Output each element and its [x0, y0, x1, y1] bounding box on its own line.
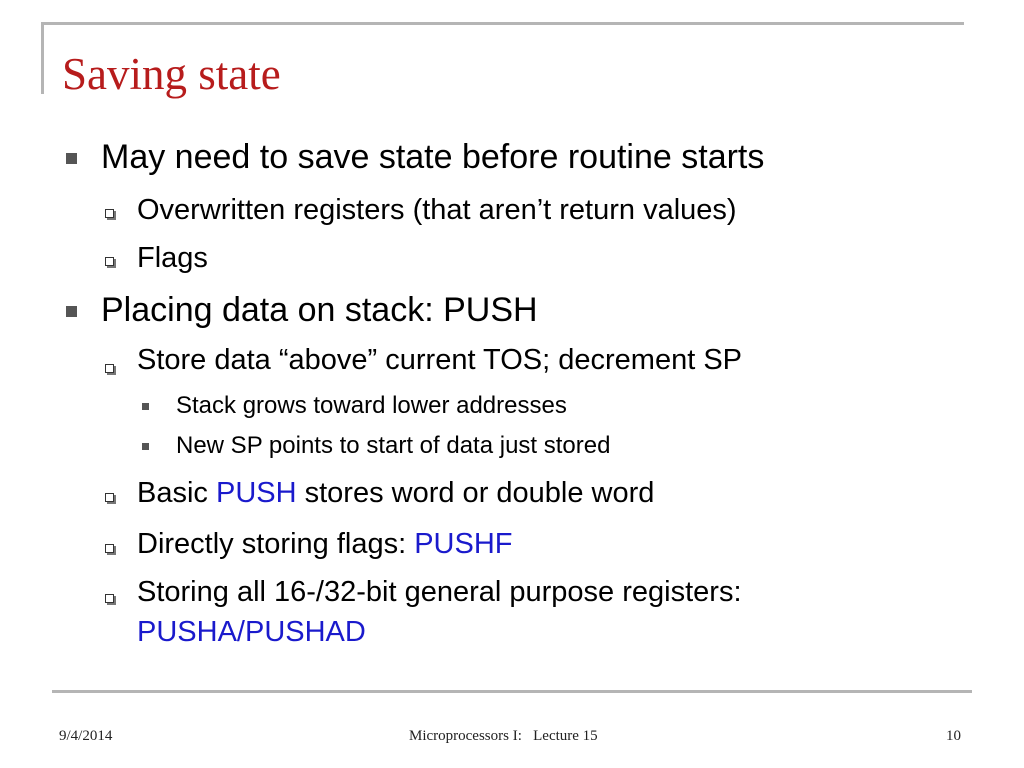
bullet-basic-push — [137, 475, 654, 511]
footer-page-number: 10 — [946, 728, 961, 744]
hollow-square-bullet-icon — [105, 544, 114, 553]
bullet-save-state: May need to save state before routine starts — [101, 138, 765, 176]
bullet-stack-grows: Stack grows toward lower addresses — [176, 392, 567, 419]
pushf-keyword: PUSHF — [414, 528, 513, 560]
bullet-basic-push-pre: Basic — [137, 477, 216, 509]
bullet-storing-all: Storing all 16-/32-bit general purpose registers: — [137, 576, 742, 608]
square-bullet-icon — [66, 306, 77, 317]
bullet-overwritten-registers: Overwritten registers (that aren’t return values) — [137, 194, 737, 226]
footer-divider — [52, 690, 972, 693]
bullet-placing-data: Placing data on stack: PUSH — [101, 291, 538, 329]
push-keyword: PUSH — [215, 477, 297, 509]
hollow-square-bullet-icon — [105, 493, 114, 502]
small-square-bullet-icon — [142, 443, 149, 450]
bullet-pushf-pre: Directly storing flags: — [137, 528, 415, 560]
hollow-square-bullet-icon — [105, 209, 114, 218]
footer-course: Microprocessors I: Lecture 15 — [409, 728, 598, 744]
hollow-square-bullet-icon — [105, 257, 114, 266]
bullet-basic-push-post: stores word or double word — [296, 477, 655, 509]
footer-date: 9/4/2014 — [59, 728, 113, 744]
hollow-square-bullet-icon — [105, 594, 114, 603]
small-square-bullet-icon — [142, 403, 149, 410]
slide-title: Saving state — [62, 49, 281, 99]
pusha-pushad-keyword: PUSHA/PUSHAD — [137, 616, 366, 648]
bullet-store-data: Store data “above” current TOS; decrement SP — [137, 344, 743, 376]
square-bullet-icon — [66, 153, 77, 164]
bullet-new-sp: New SP points to start of data just stored — [176, 432, 611, 459]
bullet-pushf — [137, 526, 513, 562]
bullet-flags: Flags — [137, 242, 208, 274]
hollow-square-bullet-icon — [105, 364, 114, 373]
